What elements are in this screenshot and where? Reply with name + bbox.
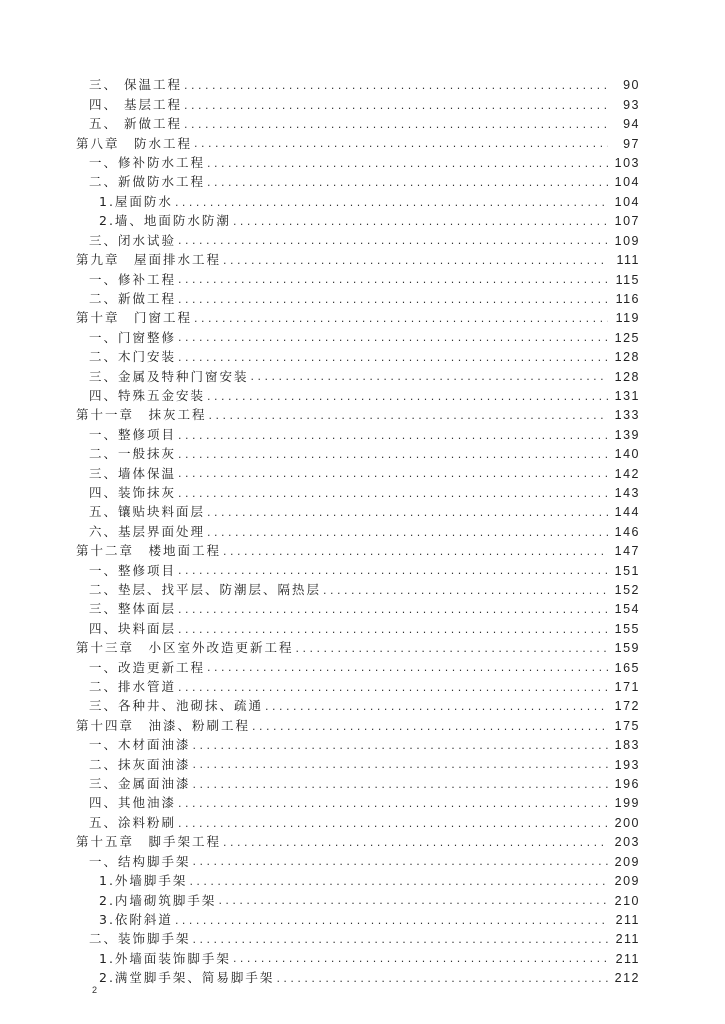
toc-section-entry[interactable] bbox=[0, 755, 725, 774]
toc-entry-title: 1.外墙脚手架 bbox=[99, 873, 188, 889]
toc-section-entry[interactable] bbox=[0, 115, 725, 134]
toc-dot-leader bbox=[233, 216, 608, 227]
toc-dot-leader bbox=[223, 255, 608, 266]
toc-entry-title: 五、镶贴块料面层 bbox=[89, 504, 206, 520]
toc-dot-leader bbox=[207, 527, 608, 538]
toc-entry-title: 四、块料面层 bbox=[89, 620, 177, 636]
toc-dot-leader bbox=[251, 371, 608, 382]
toc-dot-leader bbox=[252, 721, 608, 732]
toc-dot-leader bbox=[178, 682, 608, 693]
toc-dot-leader bbox=[207, 158, 608, 169]
toc-section-entry[interactable] bbox=[0, 949, 725, 968]
toc-page-number: 143 bbox=[614, 485, 640, 500]
toc-dot-leader bbox=[178, 604, 608, 615]
toc-page-number: 116 bbox=[615, 291, 640, 306]
toc-page-number: 140 bbox=[614, 447, 640, 462]
toc-entry-title: 三、金属面油漆 bbox=[89, 776, 191, 792]
toc-dot-leader bbox=[207, 507, 608, 518]
toc-page-number: 107 bbox=[614, 214, 640, 229]
toc-entry-title: 三、闭水试验 bbox=[89, 232, 177, 248]
toc-dot-leader bbox=[184, 119, 608, 130]
toc-page-number: 139 bbox=[614, 427, 640, 442]
toc-page-number: 200 bbox=[614, 815, 640, 830]
toc-dot-leader bbox=[296, 643, 608, 654]
toc-section-entry[interactable] bbox=[0, 872, 725, 891]
toc-chapter-entry[interactable] bbox=[0, 542, 725, 561]
toc-section-entry[interactable] bbox=[0, 910, 725, 929]
toc-entry-title: 六、基层界面处理 bbox=[89, 523, 206, 539]
toc-section-entry[interactable] bbox=[0, 425, 725, 444]
toc-section-entry[interactable] bbox=[0, 173, 725, 192]
toc-page-number: 196 bbox=[614, 777, 640, 792]
toc-section-entry[interactable] bbox=[0, 775, 725, 794]
toc-section-entry[interactable] bbox=[0, 367, 725, 386]
toc-entry-title: 三、墙体保温 bbox=[89, 465, 177, 481]
toc-section-entry[interactable] bbox=[0, 658, 725, 677]
toc-section-entry[interactable] bbox=[0, 231, 725, 250]
toc-page-number: 152 bbox=[614, 583, 640, 598]
toc-chapter-entry[interactable] bbox=[0, 406, 725, 425]
toc-page-number: 128 bbox=[614, 369, 640, 384]
toc-dot-leader bbox=[178, 488, 608, 499]
toc-dot-leader bbox=[193, 740, 608, 751]
toc-section-entry[interactable] bbox=[0, 969, 725, 988]
toc-dot-leader bbox=[193, 934, 608, 945]
toc-page-number: 209 bbox=[614, 854, 640, 869]
toc-section-entry[interactable] bbox=[0, 270, 725, 289]
toc-page-number: 172 bbox=[614, 699, 640, 714]
toc-dot-leader bbox=[276, 973, 608, 984]
toc-chapter-entry[interactable] bbox=[0, 134, 725, 153]
toc-entry-title: 四、其他油漆 bbox=[89, 795, 177, 811]
toc-page-number: 146 bbox=[614, 524, 640, 539]
toc-page-number: 193 bbox=[614, 757, 640, 772]
toc-dot-leader bbox=[178, 798, 608, 809]
toc-section-entry[interactable] bbox=[0, 289, 725, 308]
page-number: 2 bbox=[92, 985, 98, 995]
toc-chapter-entry[interactable] bbox=[0, 309, 725, 328]
toc-page-number: 211 bbox=[615, 912, 640, 927]
toc-dot-leader bbox=[178, 332, 608, 343]
toc-page-number: 212 bbox=[614, 971, 640, 986]
toc-page-number: 104 bbox=[614, 194, 640, 209]
toc-section-entry[interactable] bbox=[0, 930, 725, 949]
toc-page-number: 142 bbox=[614, 466, 640, 481]
toc-section-entry[interactable] bbox=[0, 813, 725, 832]
toc-entry-title: 三、各种井、池砌抹、疏通 bbox=[89, 698, 264, 714]
toc-page-number: 209 bbox=[614, 874, 640, 889]
toc-dot-leader bbox=[178, 818, 608, 829]
toc-section-entry[interactable] bbox=[0, 484, 725, 503]
toc-entry-title: 一、门窗整修 bbox=[89, 329, 177, 345]
toc-entry-title: 二、排水管道 bbox=[89, 679, 177, 695]
toc-entry-title: 2.内墙砌筑脚手架 bbox=[99, 892, 217, 908]
toc-entry-title: 四、特殊五金安装 bbox=[89, 387, 206, 403]
toc-page-number: 104 bbox=[614, 175, 640, 190]
toc-dot-leader bbox=[184, 100, 608, 111]
toc-section-entry[interactable] bbox=[0, 503, 725, 522]
toc-dot-leader bbox=[207, 662, 608, 673]
toc-section-entry[interactable] bbox=[0, 794, 725, 813]
toc-dot-leader bbox=[233, 953, 608, 964]
toc-entry-title: 一、结构脚手架 bbox=[89, 853, 191, 869]
toc-entry-title: 二、新做工程 bbox=[89, 290, 177, 306]
toc-entry-title: 一、整修项目 bbox=[89, 562, 177, 578]
toc-chapter-entry[interactable] bbox=[0, 639, 725, 658]
toc-section-entry[interactable] bbox=[0, 736, 725, 755]
toc-dot-leader bbox=[175, 915, 608, 926]
toc-page-number: 203 bbox=[614, 835, 640, 850]
toc-dot-leader bbox=[178, 430, 608, 441]
toc-entry-title: 2.满堂脚手架、简易脚手架 bbox=[99, 970, 275, 986]
toc-dot-leader bbox=[189, 876, 608, 887]
toc-section-entry[interactable] bbox=[0, 600, 725, 619]
toc-section-entry[interactable] bbox=[0, 154, 725, 173]
toc-entry-title: 二、垫层、找平层、防潮层、隔热层 bbox=[89, 582, 322, 598]
toc-dot-leader bbox=[184, 80, 608, 91]
toc-entry-title: 一、修补工程 bbox=[89, 271, 177, 287]
toc-entry-title: 五、涂料粉刷 bbox=[89, 814, 177, 830]
toc-dot-leader bbox=[207, 391, 608, 402]
toc-section-entry[interactable] bbox=[0, 619, 725, 638]
toc-page-number: 165 bbox=[614, 660, 640, 675]
toc-dot-leader bbox=[178, 274, 608, 285]
toc-dot-leader bbox=[194, 313, 608, 324]
toc-section-entry[interactable] bbox=[0, 328, 725, 347]
toc-section-entry[interactable] bbox=[0, 581, 725, 600]
toc-entry-title: 二、新做防水工程 bbox=[89, 174, 206, 190]
toc-entry-title: 第十三章 小区室外改造更新工程 bbox=[76, 640, 294, 656]
toc-entry-title: 三、金属及特种门窗安装 bbox=[89, 368, 249, 384]
toc-page-number: 128 bbox=[614, 350, 640, 365]
toc-section-entry[interactable] bbox=[0, 192, 725, 211]
toc-entry-title: 二、抹灰面油漆 bbox=[89, 756, 191, 772]
toc-entry-title: 1.屋面防水 bbox=[99, 193, 173, 209]
toc-entry-title: 2.墙、地面防水防潮 bbox=[99, 213, 231, 229]
toc-section-entry[interactable] bbox=[0, 891, 725, 910]
toc-page-number: 115 bbox=[615, 272, 640, 287]
toc-dot-leader bbox=[209, 410, 608, 421]
toc-chapter-entry[interactable] bbox=[0, 833, 725, 852]
toc-page-number: 199 bbox=[614, 796, 640, 811]
toc-entry-title: 二、装饰脚手架 bbox=[89, 931, 191, 947]
toc-section-entry[interactable] bbox=[0, 522, 725, 541]
toc-page-number: 210 bbox=[614, 893, 640, 908]
toc-page-number: 125 bbox=[614, 330, 640, 345]
toc-dot-leader bbox=[178, 352, 608, 363]
toc-entry-title: 四、 基层工程 bbox=[89, 96, 182, 112]
toc-page-number: 103 bbox=[614, 156, 640, 171]
toc-section-entry[interactable] bbox=[0, 697, 725, 716]
toc-section-entry[interactable] bbox=[0, 95, 725, 114]
toc-page-number: 175 bbox=[614, 718, 640, 733]
toc-page-number: 97 bbox=[623, 136, 640, 151]
toc-dot-leader bbox=[178, 294, 608, 305]
toc-entry-title: 第十四章 油漆、粉刷工程 bbox=[76, 717, 251, 733]
toc-entry-title: 第八章 防水工程 bbox=[76, 135, 193, 151]
toc-page-number: 159 bbox=[614, 641, 640, 656]
toc-page-number: 131 bbox=[614, 388, 640, 403]
toc-section-entry[interactable] bbox=[0, 348, 725, 367]
toc-page-number: 94 bbox=[623, 117, 640, 132]
toc-chapter-entry[interactable] bbox=[0, 716, 725, 735]
toc-entry-title: 第十一章 抹灰工程 bbox=[76, 407, 207, 423]
toc-page-number: 211 bbox=[615, 951, 640, 966]
toc-section-entry[interactable] bbox=[0, 464, 725, 483]
toc-dot-leader bbox=[193, 856, 608, 867]
table-of-contents bbox=[0, 76, 725, 988]
toc-page-number: 211 bbox=[615, 932, 640, 947]
toc-entry-title: 1.外墙面装饰脚手架 bbox=[99, 950, 231, 966]
toc-page-number: 155 bbox=[614, 621, 640, 636]
toc-entry-title: 二、一般抹灰 bbox=[89, 446, 177, 462]
toc-entry-title: 三、 保温工程 bbox=[89, 77, 182, 93]
toc-entry-title: 第十五章 脚手架工程 bbox=[76, 834, 222, 850]
toc-chapter-entry[interactable] bbox=[0, 251, 725, 270]
toc-dot-leader bbox=[194, 138, 608, 149]
toc-dot-leader bbox=[223, 837, 608, 848]
toc-page-number: 147 bbox=[614, 544, 640, 559]
toc-section-entry[interactable] bbox=[0, 387, 725, 406]
toc-entry-title: 五、 新做工程 bbox=[89, 116, 182, 132]
toc-entry-title: 一、木材面油漆 bbox=[89, 737, 191, 753]
toc-entry-title: 3.依附斜道 bbox=[99, 911, 173, 927]
toc-page-number: 144 bbox=[614, 505, 640, 520]
toc-page-number: 171 bbox=[614, 680, 640, 695]
toc-section-entry[interactable] bbox=[0, 678, 725, 697]
toc-entry-title: 四、装饰抹灰 bbox=[89, 484, 177, 500]
toc-dot-leader bbox=[178, 565, 608, 576]
toc-entry-title: 一、整修项目 bbox=[89, 426, 177, 442]
toc-dot-leader bbox=[175, 197, 608, 208]
toc-entry-title: 第十章 门窗工程 bbox=[76, 310, 193, 326]
toc-dot-leader bbox=[265, 701, 608, 712]
toc-dot-leader bbox=[178, 468, 608, 479]
toc-section-entry[interactable] bbox=[0, 852, 725, 871]
toc-entry-title: 一、改造更新工程 bbox=[89, 659, 206, 675]
toc-dot-leader bbox=[223, 546, 608, 557]
toc-entry-title: 第十二章 楼地面工程 bbox=[76, 543, 222, 559]
toc-page-number: 133 bbox=[614, 408, 640, 423]
toc-dot-leader bbox=[178, 449, 608, 460]
toc-page-number: 109 bbox=[614, 233, 640, 248]
toc-section-entry[interactable] bbox=[0, 445, 725, 464]
toc-page-number: 119 bbox=[615, 311, 640, 326]
toc-entry-title: 三、整体面层 bbox=[89, 601, 177, 617]
toc-page-number: 183 bbox=[614, 738, 640, 753]
toc-entry-title: 一、修补防水工程 bbox=[89, 155, 206, 171]
toc-entry-title: 第九章 屋面排水工程 bbox=[76, 252, 222, 268]
toc-dot-leader bbox=[178, 235, 608, 246]
toc-page-number: 93 bbox=[623, 97, 640, 112]
toc-entry-title: 二、木门安装 bbox=[89, 349, 177, 365]
toc-page-number: 151 bbox=[614, 563, 640, 578]
toc-dot-leader bbox=[218, 895, 608, 906]
toc-dot-leader bbox=[193, 779, 608, 790]
toc-dot-leader bbox=[323, 585, 608, 596]
toc-section-entry[interactable] bbox=[0, 561, 725, 580]
toc-page-number: 154 bbox=[614, 602, 640, 617]
toc-page-number: 111 bbox=[616, 253, 640, 268]
toc-section-entry[interactable] bbox=[0, 76, 725, 95]
toc-section-entry[interactable] bbox=[0, 212, 725, 231]
toc-dot-leader bbox=[193, 759, 608, 770]
toc-page-number: 90 bbox=[623, 78, 640, 93]
toc-dot-leader bbox=[178, 624, 608, 635]
toc-dot-leader bbox=[207, 177, 608, 188]
